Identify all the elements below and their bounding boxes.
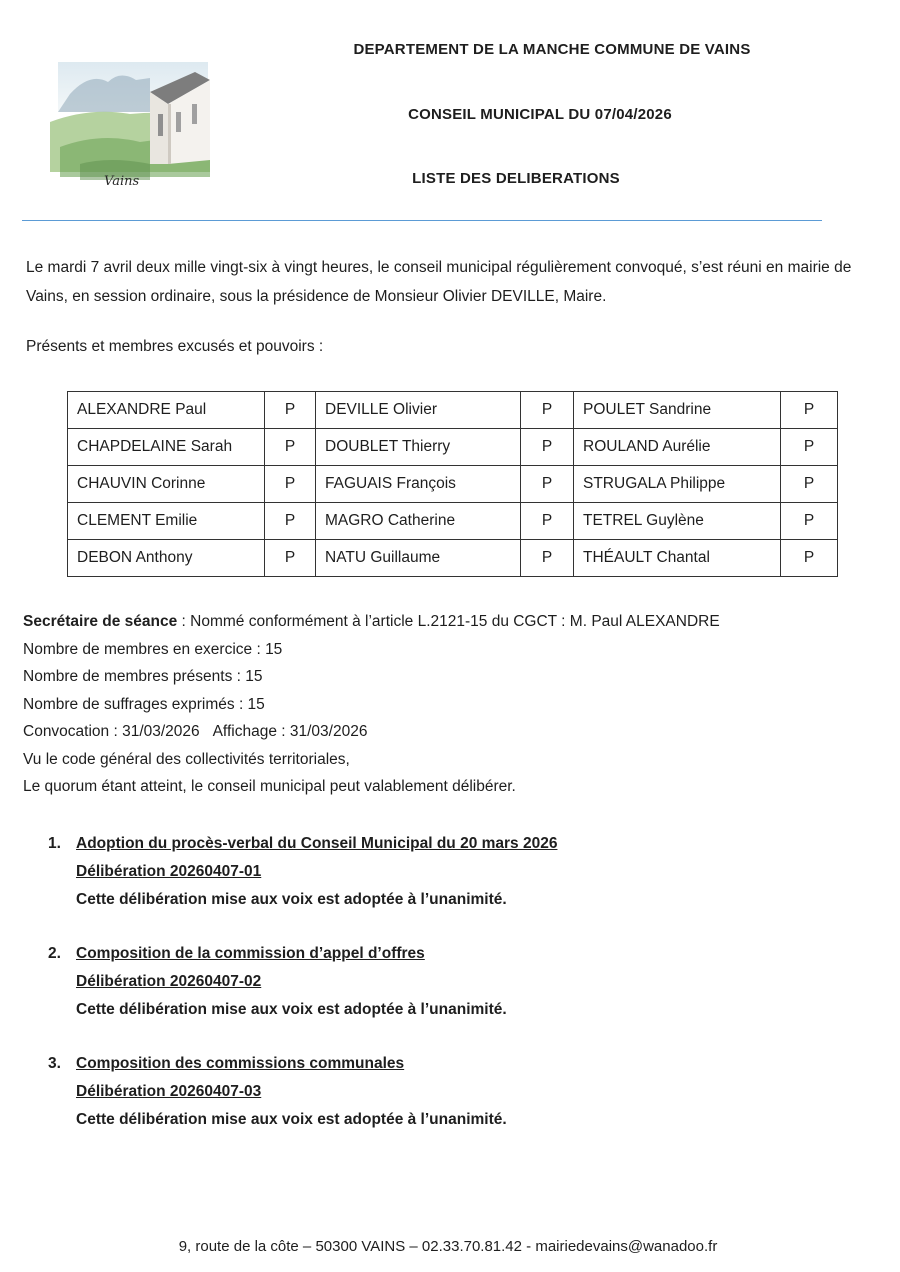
- deliberation-reference: Délibération 20260407-03: [76, 1083, 262, 1100]
- member-status: P: [265, 503, 316, 540]
- member-name: ROULAND Aurélie: [574, 429, 781, 466]
- header-department: DEPARTEMENT DE LA MANCHE COMMUNE DE VAINS: [353, 41, 751, 58]
- secretary-text: : Nommé conformément à l’article L.2121-15 du CGCT : M. Paul ALEXANDRE: [177, 613, 720, 630]
- deliberation-title: Composition des commissions communales: [76, 1055, 405, 1072]
- deliberation-item: [48, 1050, 507, 1134]
- member-name: STRUGALA Philippe: [574, 466, 781, 503]
- member-name: DEBON Anthony: [68, 540, 265, 577]
- members-table: [67, 391, 838, 577]
- member-status: P: [781, 429, 838, 466]
- member-status: P: [265, 540, 316, 577]
- deliberation-result: Cette délibération mise aux voix est adoptée à l’unanimité.: [76, 891, 507, 908]
- member-name: THÉAULT Chantal: [574, 540, 781, 577]
- member-name: CLEMENT Emilie: [68, 503, 265, 540]
- deliberation-number: 1.: [48, 835, 61, 852]
- deliberation-item: [48, 830, 557, 914]
- votes-cast: Nombre de suffrages exprimés : 15: [23, 695, 265, 713]
- member-name: ALEXANDRE Paul: [68, 392, 265, 429]
- deliberation-number: 2.: [48, 945, 61, 962]
- deliberation-number: 3.: [48, 1055, 61, 1072]
- member-status: P: [265, 392, 316, 429]
- table-row: [68, 429, 838, 466]
- member-status: P: [265, 429, 316, 466]
- presents-label: Présents et membres excusés et pouvoirs :: [26, 338, 324, 355]
- deliberation-reference: Délibération 20260407-02: [76, 973, 262, 990]
- member-name: TETREL Guylène: [574, 503, 781, 540]
- deliberation-result: Cette délibération mise aux voix est adoptée à l’unanimité.: [76, 1001, 507, 1018]
- member-name: FAGUAIS François: [316, 466, 521, 503]
- member-name: DEVILLE Olivier: [316, 392, 521, 429]
- deliberation-item: [48, 940, 507, 1024]
- intro-paragraph: Le mardi 7 avril deux mille vingt-six à vingt heures, le conseil municipal régulièrement convoqué, s’est réuni en mairie de Vains, en session ordinaire, sous la présidence de Monsieur Olivier DEVILLE, Maire.: [26, 259, 852, 305]
- member-status: P: [265, 466, 316, 503]
- vains-logo: [50, 52, 220, 192]
- convocation-date: Convocation : 31/03/2026: [23, 723, 200, 740]
- member-status: P: [781, 540, 838, 577]
- member-status: P: [521, 503, 574, 540]
- table-row: [68, 466, 838, 503]
- member-status: P: [781, 392, 838, 429]
- members-present: Nombre de membres présents : 15: [23, 668, 263, 685]
- footer-address: 9, route de la côte – 50300 VAINS – 02.33.70.81.42 - mairiedevains@wanadoo.fr: [178, 1238, 718, 1255]
- secretary-label: Secrétaire de séance: [23, 613, 178, 630]
- affichage-date: Affichage : 31/03/2026: [212, 723, 368, 740]
- member-status: P: [521, 466, 574, 503]
- table-row: [68, 392, 838, 429]
- member-status: P: [521, 429, 574, 466]
- quorum-line: Le quorum étant atteint, le conseil municipal peut valablement délibérer.: [23, 778, 516, 795]
- deliberation-result: Cette délibération mise aux voix est adoptée à l’unanimité.: [76, 1111, 507, 1128]
- member-name: NATU Guillaume: [316, 540, 521, 577]
- member-name: POULET Sandrine: [574, 392, 781, 429]
- header-divider: [22, 220, 822, 221]
- header-list-title: LISTE DES DELIBERATIONS: [412, 170, 620, 187]
- member-status: P: [521, 540, 574, 577]
- deliberation-reference: Délibération 20260407-01: [76, 863, 262, 880]
- member-status: P: [521, 392, 574, 429]
- dates-line: [23, 718, 720, 746]
- table-row: [68, 540, 838, 577]
- member-name: CHAPDELAINE Sarah: [68, 429, 265, 466]
- member-name: MAGRO Catherine: [316, 503, 521, 540]
- member-name: DOUBLET Thierry: [316, 429, 521, 466]
- deliberation-title: Adoption du procès-verbal du Conseil Municipal du 20 mars 2026: [76, 835, 558, 852]
- member-name: CHAUVIN Corinne: [68, 466, 265, 503]
- member-status: P: [781, 466, 838, 503]
- members-in-office: Nombre de membres en exercice : 15: [23, 640, 283, 658]
- legal-code-line: Vu le code général des collectivités territoriales,: [23, 750, 350, 768]
- meeting-facts: [23, 608, 720, 801]
- header-council-date: CONSEIL MUNICIPAL DU 07/04/2026: [408, 106, 672, 123]
- member-status: P: [781, 503, 838, 540]
- secretary-line: [23, 608, 720, 636]
- deliberation-title: Composition de la commission d’appel d’offres: [76, 945, 425, 962]
- logo-caption: Vains: [104, 174, 140, 189]
- church-watercolor-image: [50, 52, 220, 192]
- table-row: [68, 503, 838, 540]
- footer-contact: [0, 1238, 900, 1255]
